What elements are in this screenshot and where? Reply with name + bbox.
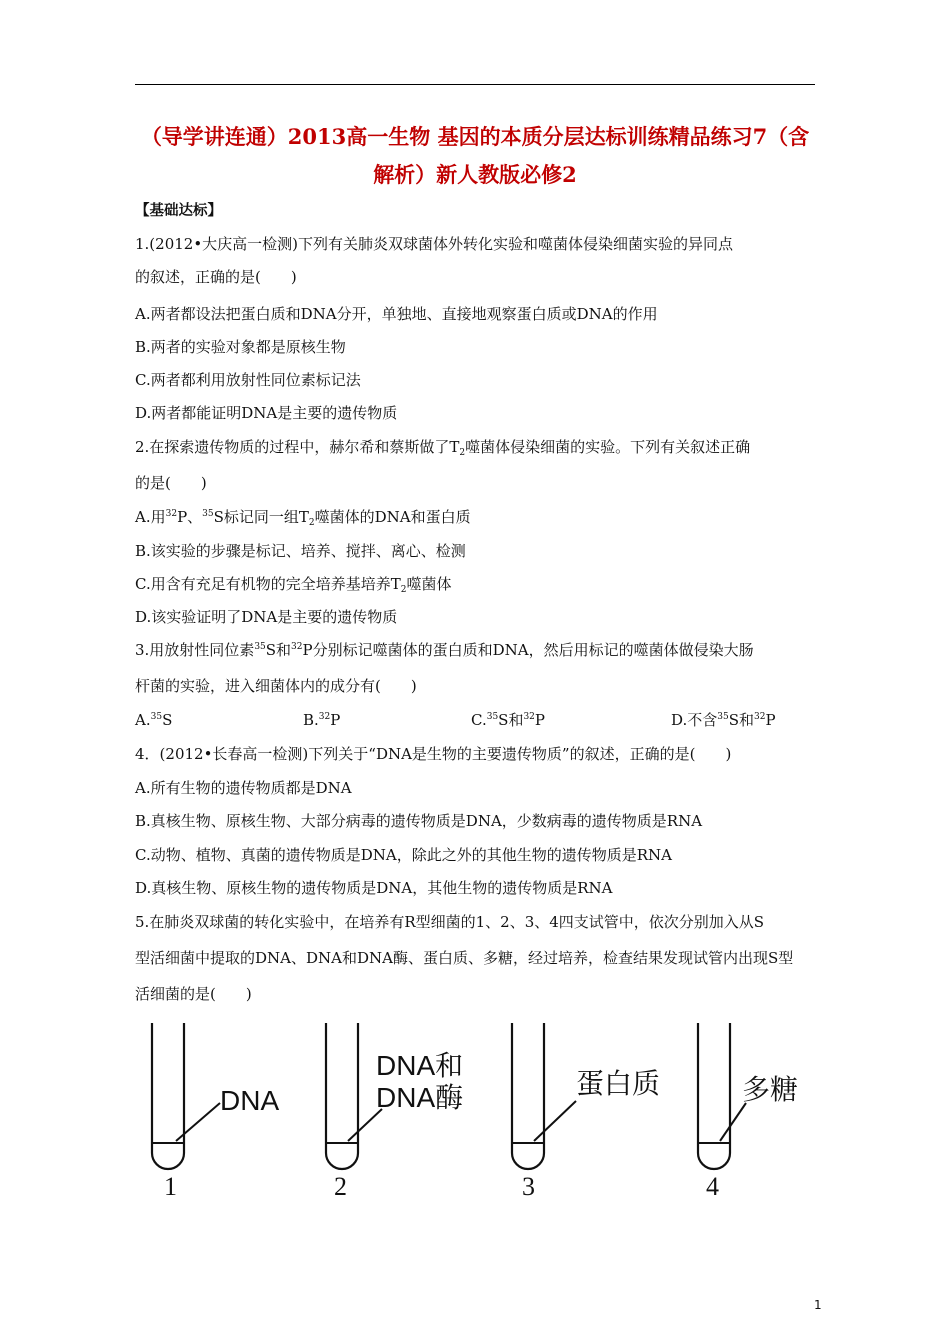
q3-stem-line-2: 杆菌的实验，进入细菌体内的成分有( ) (135, 677, 417, 695)
tube-2-number: 2 (334, 1172, 347, 1201)
q1-option-b: B.两者的实验对象都是原核生物 (135, 338, 346, 356)
q3-option-a: A.$^{35}$S (135, 711, 173, 729)
q5-stem-line-3: 活细菌的是( ) (135, 985, 252, 1003)
q1-stem-line-2: 的叙述，正确的是( ) (135, 268, 297, 286)
q3-stem-line-1: 3.用放射性同位素$^{35}$S和$^{32}$P分别标记噬菌体的蛋白质和DNA，然后用标记的噬菌体做侵染大肠 (135, 641, 754, 659)
tube-4-number: 4 (706, 1172, 719, 1201)
test-tube-2 (326, 1023, 463, 1201)
test-tube-1 (152, 1023, 279, 1201)
q4-option-d: D.真核生物、原核生物的遗传物质是DNA，其他生物的遗传物质是RNA (135, 879, 613, 897)
q3-option-c: C.$^{35}$S和$^{32}$P (471, 711, 545, 729)
q2-option-b: B.该实验的步骤是标记、培养、搅拌、离心、检测 (135, 542, 466, 560)
test-tube-3 (512, 1023, 660, 1201)
q5-stem-line-1: 5.在肺炎双球菌的转化实验中，在培养有R型细菌的1、2、3、4四支试管中，依次分别加入从S (135, 913, 765, 931)
q2-option-a: A.用$^{32}$P、$^{35}$S标记同一组$T_2$噬菌体的DNA和蛋白质 (135, 508, 471, 528)
q2-stem-line-1: 2.在探索遗传物质的过程中，赫尔希和蔡斯做了$T_2$噬菌体侵染细菌的实验。下列有关叙述正确 (135, 438, 751, 458)
q1-option-a: A.两者都设法把蛋白质和DNA分开，单独地、直接地观察蛋白质或DNA的作用 (135, 305, 658, 323)
q2-option-d: D.该实验证明了DNA是主要的遗传物质 (135, 608, 398, 626)
q4-option-a: A.所有生物的遗传物质都是DNA (135, 779, 352, 797)
q1-option-d: D.两者都能证明DNA是主要的遗传物质 (135, 404, 398, 422)
header-rule (135, 84, 815, 85)
test-tube-4 (698, 1023, 798, 1201)
tube-2-label-line-1: DNA和 (376, 1050, 464, 1081)
q1-stem-line-1: 1.(2012•大庆高一检测)下列有关肺炎双球菌体外转化实验和噬菌体侵染细菌实验的异同点 (135, 235, 734, 253)
tube-3-label: 蛋白质 (576, 1068, 661, 1099)
q4-option-b: B.真核生物、原核生物、大部分病毒的遗传物质是DNA，少数病毒的遗传物质是RNA (135, 812, 703, 830)
q3-option-b: B.$^{32}$P (303, 711, 341, 729)
test-tube-figure (120, 1015, 840, 1205)
section-heading: 【基础达标】 (135, 203, 222, 219)
q2-stem-line-2: 的是( ) (135, 474, 207, 492)
q5-stem-line-2: 型活细菌中提取的DNA、DNA和DNA酶、蛋白质、多糖，经过培养，检查结果发现试管内出现S型 (135, 949, 794, 967)
document-title (120, 118, 830, 194)
tube-4-label: 多糖 (742, 1074, 799, 1105)
tube-1-number: 1 (164, 1172, 177, 1201)
tube-3-number: 3 (522, 1172, 535, 1201)
q1-option-c: C.两者都利用放射性同位素标记法 (135, 371, 361, 389)
q3-option-d: D.不含$^{35}$S和$^{32}$P (671, 711, 776, 729)
title-line-1: （导学讲连通）2013高一生物 基因的本质分层达标训练精品练习7（含 (140, 124, 810, 149)
page-number: 1 (814, 1298, 822, 1312)
q4-stem: 4．(2012•长春高一检测)下列关于“DNA是生物的主要遗传物质”的叙述，正确的是( ) (135, 745, 732, 763)
q4-option-c: C.动物、植物、真菌的遗传物质是DNA，除此之外的其他生物的遗传物质是RNA (135, 846, 672, 864)
title-line-2: 解析）新人教版必修2 (373, 162, 577, 187)
q2-option-c: C.用含有充足有机物的完全培养基培养$T_2$噬菌体 (135, 575, 452, 595)
tube-2-label-line-2: DNA酶 (376, 1082, 464, 1113)
tube-1-label: DNA (220, 1085, 280, 1116)
